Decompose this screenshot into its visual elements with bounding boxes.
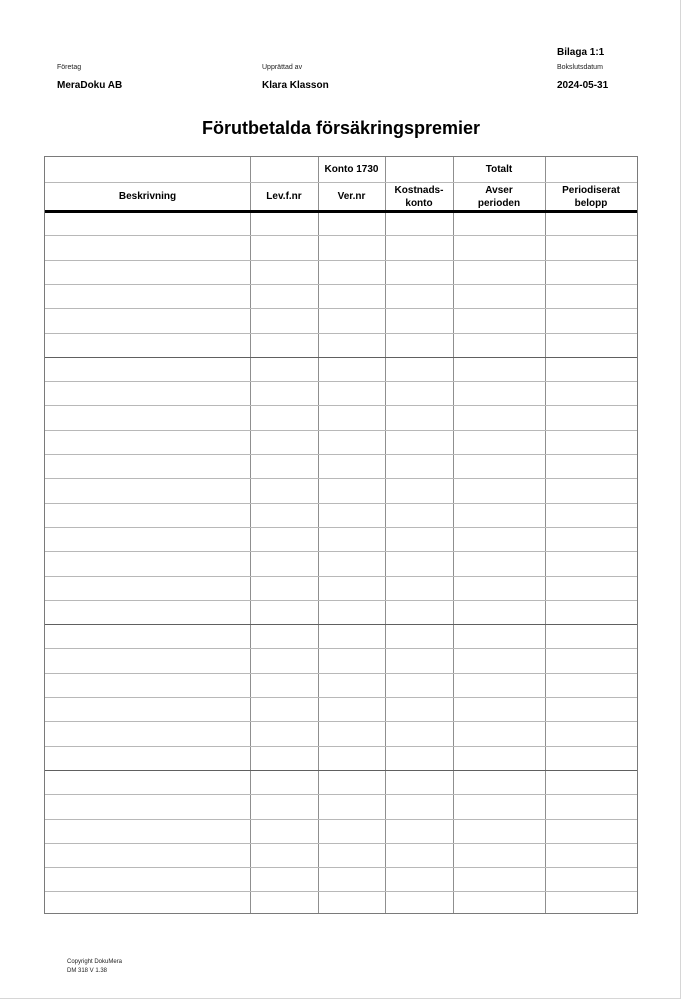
cell-cost-account[interactable] — [385, 601, 453, 625]
cell-supplier-no[interactable] — [250, 771, 318, 795]
page-title: Förutbetalda försäkringspremier — [201, 118, 481, 138]
accrual-table — [44, 156, 638, 914]
cell-accrued-amount[interactable] — [545, 649, 637, 673]
cell-cost-account[interactable] — [385, 649, 453, 673]
cell-cost-account[interactable] — [385, 358, 453, 382]
cell-period[interactable] — [453, 261, 545, 285]
table-row — [45, 795, 637, 819]
cell-supplier-no[interactable] — [250, 747, 318, 771]
cell-voucher-no[interactable] — [318, 625, 385, 649]
cell-accrued-amount[interactable] — [545, 382, 637, 406]
table-row — [45, 236, 637, 260]
cell-voucher-no[interactable] — [318, 892, 385, 916]
table-row — [45, 601, 637, 625]
cell-description[interactable] — [45, 747, 250, 771]
cell-accrued-amount[interactable] — [545, 455, 637, 479]
cell-cost-account[interactable] — [385, 528, 453, 552]
cell-accrued-amount[interactable] — [545, 431, 637, 455]
cell-supplier-no[interactable] — [250, 504, 318, 528]
row-rule — [45, 721, 637, 722]
cell-cost-account[interactable] — [385, 455, 453, 479]
table-row — [45, 285, 637, 309]
cell-accrued-amount[interactable] — [545, 285, 637, 309]
cell-cost-account[interactable] — [385, 309, 453, 333]
cell-supplier-no[interactable] — [250, 406, 318, 430]
cell-period[interactable] — [453, 795, 545, 819]
cell-description[interactable] — [45, 892, 250, 916]
cell-voucher-no[interactable] — [318, 698, 385, 722]
cell-cost-account[interactable] — [385, 285, 453, 309]
cell-description[interactable] — [45, 601, 250, 625]
cell-voucher-no[interactable] — [318, 649, 385, 673]
group-header-total: Totalt — [485, 164, 513, 175]
cell-voucher-no[interactable] — [318, 236, 385, 260]
cell-description[interactable] — [45, 358, 250, 382]
cell-accrued-amount[interactable] — [545, 577, 637, 601]
cell-description[interactable] — [45, 285, 250, 309]
row-rule — [45, 551, 637, 552]
cell-period[interactable] — [453, 771, 545, 795]
cell-voucher-no[interactable] — [318, 577, 385, 601]
cell-supplier-no[interactable] — [250, 577, 318, 601]
cell-period[interactable] — [453, 747, 545, 771]
table-row — [45, 455, 637, 479]
col-header-period — [453, 183, 545, 210]
cell-voucher-no[interactable] — [318, 844, 385, 868]
cell-description[interactable] — [45, 844, 250, 868]
col-header-description: Beskrivning — [118, 191, 177, 202]
table-row — [45, 747, 637, 771]
cell-voucher-no[interactable] — [318, 334, 385, 358]
cell-cost-account[interactable] — [385, 625, 453, 649]
table-row — [45, 504, 637, 528]
cell-supplier-no[interactable] — [250, 722, 318, 746]
cell-voucher-no[interactable] — [318, 285, 385, 309]
cell-period[interactable] — [453, 698, 545, 722]
cell-period[interactable] — [453, 577, 545, 601]
cell-period[interactable] — [453, 625, 545, 649]
cell-accrued-amount[interactable] — [545, 820, 637, 844]
cell-voucher-no[interactable] — [318, 868, 385, 892]
row-rule — [45, 576, 637, 577]
cell-accrued-amount[interactable] — [545, 747, 637, 771]
prepared-by-label: Upprättad av — [262, 64, 303, 71]
cell-cost-account[interactable] — [385, 504, 453, 528]
table-row — [45, 431, 637, 455]
cell-cost-account[interactable] — [385, 382, 453, 406]
table-row — [45, 820, 637, 844]
table-row — [45, 212, 637, 236]
table-row — [45, 552, 637, 576]
col-header-period-line2: perioden — [477, 197, 521, 209]
row-rule — [45, 357, 637, 358]
table-row — [45, 334, 637, 358]
cell-period[interactable] — [453, 868, 545, 892]
cell-description[interactable] — [45, 722, 250, 746]
cell-voucher-no[interactable] — [318, 382, 385, 406]
col-header-voucher-no: Ver.nr — [337, 191, 366, 202]
cell-supplier-no[interactable] — [250, 625, 318, 649]
table-row — [45, 479, 637, 503]
cell-period[interactable] — [453, 892, 545, 916]
cell-supplier-no[interactable] — [250, 285, 318, 309]
cell-period[interactable] — [453, 382, 545, 406]
cell-description[interactable] — [45, 431, 250, 455]
row-rule — [45, 891, 637, 892]
cell-description[interactable] — [45, 771, 250, 795]
cell-cost-account[interactable] — [385, 406, 453, 430]
row-rule — [45, 648, 637, 649]
table-row — [45, 698, 637, 722]
cell-cost-account[interactable] — [385, 334, 453, 358]
cell-description[interactable] — [45, 820, 250, 844]
cell-supplier-no[interactable] — [250, 236, 318, 260]
cell-cost-account[interactable] — [385, 844, 453, 868]
cell-description[interactable] — [45, 406, 250, 430]
cell-accrued-amount[interactable] — [545, 406, 637, 430]
cell-accrued-amount[interactable] — [545, 358, 637, 382]
cell-supplier-no[interactable] — [250, 649, 318, 673]
row-rule — [45, 284, 637, 285]
group-header-account: Konto 1730 — [324, 164, 379, 175]
cell-accrued-amount[interactable] — [545, 552, 637, 576]
company-value: MeraDoku AB — [57, 80, 123, 91]
row-rule — [45, 746, 637, 747]
cell-cost-account[interactable] — [385, 674, 453, 698]
cell-supplier-no[interactable] — [250, 212, 318, 236]
cell-voucher-no[interactable] — [318, 479, 385, 503]
row-rule — [45, 600, 637, 601]
cell-voucher-no[interactable] — [318, 820, 385, 844]
cell-cost-account[interactable] — [385, 868, 453, 892]
cell-period[interactable] — [453, 844, 545, 868]
table-row — [45, 358, 637, 382]
cell-cost-account[interactable] — [385, 771, 453, 795]
cell-cost-account[interactable] — [385, 261, 453, 285]
cell-accrued-amount[interactable] — [545, 892, 637, 916]
cell-accrued-amount[interactable] — [545, 236, 637, 260]
cell-period[interactable] — [453, 649, 545, 673]
table-row — [45, 722, 637, 746]
cell-voucher-no[interactable] — [318, 212, 385, 236]
cell-accrued-amount[interactable] — [545, 698, 637, 722]
cell-period[interactable] — [453, 455, 545, 479]
cell-voucher-no[interactable] — [318, 771, 385, 795]
table-row — [45, 577, 637, 601]
col-header-accrued-line1: Periodiserat — [562, 184, 620, 196]
attachment-number: Bilaga 1:1 — [557, 47, 605, 58]
cell-accrued-amount[interactable] — [545, 722, 637, 746]
cell-period[interactable] — [453, 431, 545, 455]
cell-accrued-amount[interactable] — [545, 844, 637, 868]
cell-period[interactable] — [453, 601, 545, 625]
cell-cost-account[interactable] — [385, 747, 453, 771]
table-row — [45, 844, 637, 868]
copyright-text: Copyright DokuMera — [67, 959, 123, 965]
cell-description[interactable] — [45, 309, 250, 333]
cell-accrued-amount[interactable] — [545, 261, 637, 285]
table-row — [45, 261, 637, 285]
row-rule — [45, 260, 637, 261]
cell-supplier-no[interactable] — [250, 674, 318, 698]
cell-voucher-no[interactable] — [318, 601, 385, 625]
closing-date-value: 2024-05-31 — [557, 80, 609, 91]
cell-accrued-amount[interactable] — [545, 674, 637, 698]
cell-cost-account[interactable] — [385, 577, 453, 601]
cell-supplier-no[interactable] — [250, 868, 318, 892]
prepared-by-value: Klara Klasson — [262, 80, 329, 91]
table-row — [45, 528, 637, 552]
cell-period[interactable] — [453, 285, 545, 309]
cell-supplier-no[interactable] — [250, 261, 318, 285]
col-header-accrued-line2: belopp — [574, 197, 608, 209]
cell-accrued-amount[interactable] — [545, 601, 637, 625]
cell-description[interactable] — [45, 528, 250, 552]
row-rule — [45, 794, 637, 795]
cell-voucher-no[interactable] — [318, 795, 385, 819]
cell-cost-account[interactable] — [385, 820, 453, 844]
cell-accrued-amount[interactable] — [545, 334, 637, 358]
cell-supplier-no[interactable] — [250, 601, 318, 625]
cell-voucher-no[interactable] — [318, 455, 385, 479]
row-rule — [45, 503, 637, 504]
cell-description[interactable] — [45, 479, 250, 503]
cell-supplier-no[interactable] — [250, 431, 318, 455]
table-row — [45, 406, 637, 430]
cell-accrued-amount[interactable] — [545, 795, 637, 819]
cell-period[interactable] — [453, 406, 545, 430]
row-rule — [45, 624, 637, 625]
table-row — [45, 625, 637, 649]
cell-accrued-amount[interactable] — [545, 528, 637, 552]
cell-description[interactable] — [45, 552, 250, 576]
cell-voucher-no[interactable] — [318, 309, 385, 333]
cell-voucher-no[interactable] — [318, 504, 385, 528]
cell-voucher-no[interactable] — [318, 528, 385, 552]
cell-supplier-no[interactable] — [250, 892, 318, 916]
cell-accrued-amount[interactable] — [545, 309, 637, 333]
cell-cost-account[interactable] — [385, 698, 453, 722]
company-label: Företag — [57, 64, 82, 71]
cell-period[interactable] — [453, 479, 545, 503]
cell-description[interactable] — [45, 236, 250, 260]
cell-description[interactable] — [45, 382, 250, 406]
cell-description[interactable] — [45, 674, 250, 698]
cell-supplier-no[interactable] — [250, 455, 318, 479]
cell-period[interactable] — [453, 334, 545, 358]
row-rule — [45, 381, 637, 382]
col-header-cost-account-line1: Kostnads- — [394, 184, 444, 196]
closing-date-label: Bokslutsdatum — [557, 64, 603, 71]
cell-supplier-no[interactable] — [250, 552, 318, 576]
cell-period[interactable] — [453, 212, 545, 236]
row-rule — [45, 333, 637, 334]
row-rule — [45, 843, 637, 844]
row-rule — [45, 478, 637, 479]
cell-supplier-no[interactable] — [250, 820, 318, 844]
row-rule — [45, 235, 637, 236]
cell-period[interactable] — [453, 722, 545, 746]
row-rule — [45, 819, 637, 820]
cell-period[interactable] — [453, 528, 545, 552]
row-rule — [45, 405, 637, 406]
cell-cost-account[interactable] — [385, 722, 453, 746]
col-header-period-line1: Avser — [485, 184, 513, 196]
cell-description[interactable] — [45, 212, 250, 236]
cell-cost-account[interactable] — [385, 479, 453, 503]
cell-description[interactable] — [45, 649, 250, 673]
cell-supplier-no[interactable] — [250, 795, 318, 819]
cell-voucher-no[interactable] — [318, 722, 385, 746]
cell-period[interactable] — [453, 820, 545, 844]
cell-accrued-amount[interactable] — [545, 868, 637, 892]
table-row — [45, 674, 637, 698]
cell-description[interactable] — [45, 577, 250, 601]
cell-description[interactable] — [45, 504, 250, 528]
version-text: DM 318 V 1.38 — [67, 968, 108, 974]
cell-period[interactable] — [453, 309, 545, 333]
cell-supplier-no[interactable] — [250, 479, 318, 503]
cell-cost-account[interactable] — [385, 795, 453, 819]
cell-supplier-no[interactable] — [250, 382, 318, 406]
cell-accrued-amount[interactable] — [545, 771, 637, 795]
table-row — [45, 892, 637, 916]
cell-cost-account[interactable] — [385, 552, 453, 576]
cell-accrued-amount[interactable] — [545, 625, 637, 649]
row-rule — [45, 673, 637, 674]
cell-supplier-no[interactable] — [250, 528, 318, 552]
cell-description[interactable] — [45, 868, 250, 892]
cell-period[interactable] — [453, 504, 545, 528]
cell-voucher-no[interactable] — [318, 552, 385, 576]
row-rule — [45, 770, 637, 771]
cell-supplier-no[interactable] — [250, 358, 318, 382]
cell-voucher-no[interactable] — [318, 674, 385, 698]
row-rule — [45, 454, 637, 455]
row-rule — [45, 697, 637, 698]
table-row — [45, 309, 637, 333]
cell-description[interactable] — [45, 625, 250, 649]
cell-description[interactable] — [45, 795, 250, 819]
row-rule — [45, 430, 637, 431]
cell-description[interactable] — [45, 334, 250, 358]
cell-accrued-amount[interactable] — [545, 504, 637, 528]
col-header-supplier-no: Lev.f.nr — [266, 191, 302, 202]
cell-period[interactable] — [453, 552, 545, 576]
cell-voucher-no[interactable] — [318, 431, 385, 455]
cell-supplier-no[interactable] — [250, 334, 318, 358]
row-rule — [45, 527, 637, 528]
col-header-cost-account-line2: konto — [405, 197, 433, 209]
cell-voucher-no[interactable] — [318, 261, 385, 285]
row-rule — [45, 867, 637, 868]
cell-voucher-no[interactable] — [318, 747, 385, 771]
cell-voucher-no[interactable] — [318, 406, 385, 430]
cell-cost-account[interactable] — [385, 892, 453, 916]
cell-period[interactable] — [453, 674, 545, 698]
table-row — [45, 771, 637, 795]
cell-description[interactable] — [45, 455, 250, 479]
cell-accrued-amount[interactable] — [545, 212, 637, 236]
cell-description[interactable] — [45, 698, 250, 722]
row-rule — [45, 308, 637, 309]
cell-supplier-no[interactable] — [250, 309, 318, 333]
cell-accrued-amount[interactable] — [545, 479, 637, 503]
cell-cost-account[interactable] — [385, 212, 453, 236]
cell-supplier-no[interactable] — [250, 844, 318, 868]
table-row — [45, 382, 637, 406]
cell-period[interactable] — [453, 236, 545, 260]
cell-description[interactable] — [45, 261, 250, 285]
table-row — [45, 868, 637, 892]
cell-voucher-no[interactable] — [318, 358, 385, 382]
col-header-cost-account — [385, 183, 453, 210]
cell-cost-account[interactable] — [385, 431, 453, 455]
cell-supplier-no[interactable] — [250, 698, 318, 722]
cell-cost-account[interactable] — [385, 236, 453, 260]
table-row — [45, 649, 637, 673]
col-header-accrued-amount — [545, 183, 637, 210]
cell-period[interactable] — [453, 358, 545, 382]
